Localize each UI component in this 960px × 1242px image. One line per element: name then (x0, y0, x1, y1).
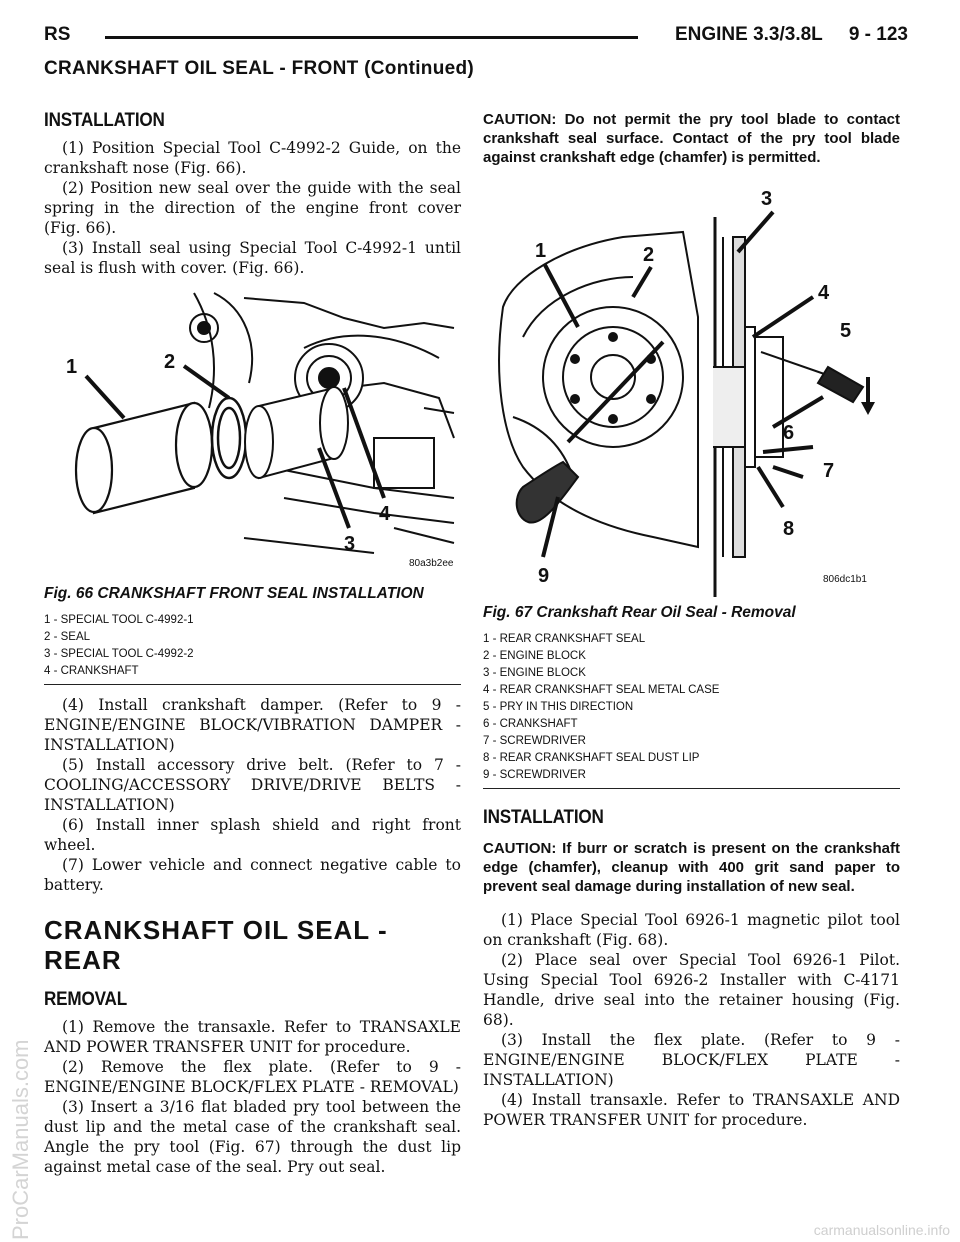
right-column (483, 110, 900, 1130)
front-install-step: (2) Position new seal over the guide with the seal spring in the direction of the engine front cover (Fig. 66). (44, 179, 461, 237)
rear-removal-step: (1) Remove the transaxle. Refer to TRANSAXLE AND POWER TRANSFER UNIT for procedure. (44, 1018, 461, 1056)
figure-67-callout: 9 (538, 565, 550, 587)
legend-item: 7 - SCREWDRIVER (483, 735, 586, 747)
legend-item: 2 - SEAL (44, 631, 91, 643)
figure-66-illustration (44, 288, 461, 578)
caution-burr: CAUTION: If burr or scratch is present on the crankshaft edge (chamfer), cleanup with 400 grit sand paper to prevent seal damage during installation of new seal. (483, 840, 900, 895)
caution-pry-tool: CAUTION: Do not permit the pry tool blade to contact crankshaft seal surface. Contact of the pry tool blade against crankshaft edge (chamfer) is permitted. (483, 111, 900, 166)
legend-item: 4 - CRANKSHAFT (44, 665, 139, 677)
figure-66 (44, 288, 461, 685)
legend-item: 2 - ENGINE BLOCK (483, 650, 586, 662)
figure-67-callout: 8 (783, 518, 795, 540)
legend-item: 1 - REAR CRANKSHAFT SEAL (483, 633, 646, 645)
figure-66-callout: 1 (66, 356, 78, 378)
figure-66-legend (44, 612, 461, 680)
rear-removal-heading: REMOVAL (44, 989, 127, 1010)
figure-67-legend (483, 631, 900, 784)
legend-item: 3 - SPECIAL TOOL C-4992-2 (44, 648, 194, 660)
figure-67-callout: 4 (818, 282, 830, 304)
rear-install-step: (4) Install transaxle. Refer to TRANSAXLE AND POWER TRANSFER UNIT for procedure. (483, 1091, 900, 1129)
figure-67-code: 806dc1b1 (823, 574, 867, 585)
figure-67 (483, 177, 900, 789)
figure-67-caption: Fig. 67 Crankshaft Rear Oil Seal - Removal (483, 604, 796, 621)
front-installation-heading: INSTALLATION (44, 110, 165, 131)
front-install-step: (7) Lower vehicle and connect negative cable to battery. (44, 856, 461, 894)
legend-item: 5 - PRY IN THIS DIRECTION (483, 701, 634, 713)
header-rule (105, 36, 638, 39)
continued-title: CRANKSHAFT OIL SEAL - FRONT (Continued) (44, 58, 475, 79)
figure-67-callout: 3 (761, 188, 773, 210)
front-install-step: (5) Install accessory drive belt. (Refer to 7 - COOLING/ACCESSORY DRIVE/DRIVE BELTS - INSTALLATION) (44, 756, 461, 814)
figure-66-code: 80a3b2ee (409, 558, 454, 569)
figure-67-callout: 6 (783, 422, 795, 444)
left-column (44, 110, 461, 1177)
figure-66-callout: 3 (344, 533, 356, 555)
legend-item: 6 - CRANKSHAFT (483, 718, 578, 730)
legend-item: 8 - REAR CRANKSHAFT SEAL DUST LIP (483, 752, 700, 764)
figure-67-callout: 5 (840, 320, 852, 342)
legend-item: 3 - ENGINE BLOCK (483, 667, 586, 679)
rear-install-step: (2) Place seal over Special Tool 6926-1 Pilot. Using Special Tool 6926-2 Installer with C-4171 Handle, drive seal into the retainer housing (Fig. 68). (483, 951, 900, 1029)
figure-66-caption: Fig. 66 CRANKSHAFT FRONT SEAL INSTALLATION (44, 585, 424, 602)
legend-item: 1 - SPECIAL TOOL C-4992-1 (44, 614, 194, 626)
header-section-code: RS (44, 24, 71, 45)
front-install-step: (1) Position Special Tool C-4992-2 Guide, on the crankshaft nose (Fig. 66). (44, 139, 461, 177)
figure-67-illustration (483, 177, 900, 597)
figure-67-callout: 7 (823, 460, 835, 482)
bottom-watermark: carmanualsonline.info (813, 1222, 950, 1238)
figure-67-callout: 1 (535, 240, 547, 262)
legend-divider (483, 788, 900, 789)
legend-item: 9 - SCREWDRIVER (483, 769, 586, 781)
figure-67-callout: 2 (643, 244, 655, 266)
rear-removal-step: (3) Insert a 3/16 flat bladed pry tool between the dust lip and the metal case of the crankshaft seal. Angle the pry tool (Fig. 67) through the dust lip against metal case of the seal. Pry out seal. (44, 1098, 461, 1176)
front-install-step: (4) Install crankshaft damper. (Refer to 9 - ENGINE/ENGINE BLOCK/VIBRATION DAMPER - INSTALLATION) (44, 696, 461, 754)
figure-66-callout: 4 (379, 503, 391, 525)
legend-item: 4 - REAR CRANKSHAFT SEAL METAL CASE (483, 684, 720, 696)
legend-divider (44, 684, 461, 685)
side-watermark: ProCarManuals.com (8, 1039, 33, 1240)
rear-removal-step: (2) Remove the flex plate. (Refer to 9 - ENGINE/ENGINE BLOCK/FLEX PLATE - REMOVAL) (44, 1058, 461, 1096)
rear-seal-section-title: CRANKSHAFT OIL SEAL - REAR (44, 915, 388, 975)
rear-install-step: (1) Place Special Tool 6926-1 magnetic pilot tool on crankshaft (Fig. 68). (483, 911, 900, 949)
figure-66-callout: 2 (164, 351, 176, 373)
front-install-step: (3) Install seal using Special Tool C-4992-1 until seal is flush with cover. (Fig. 66). (44, 239, 461, 277)
rear-install-step: (3) Install the flex plate. (Refer to 9 - ENGINE/ENGINE BLOCK/FLEX PLATE - INSTALLATION) (483, 1031, 900, 1089)
rear-installation-heading: INSTALLATION (483, 807, 604, 828)
front-install-step: (6) Install inner splash shield and right front wheel. (44, 816, 461, 854)
header-page-info: ENGINE 3.3/3.8L 9 - 123 (674, 24, 908, 45)
